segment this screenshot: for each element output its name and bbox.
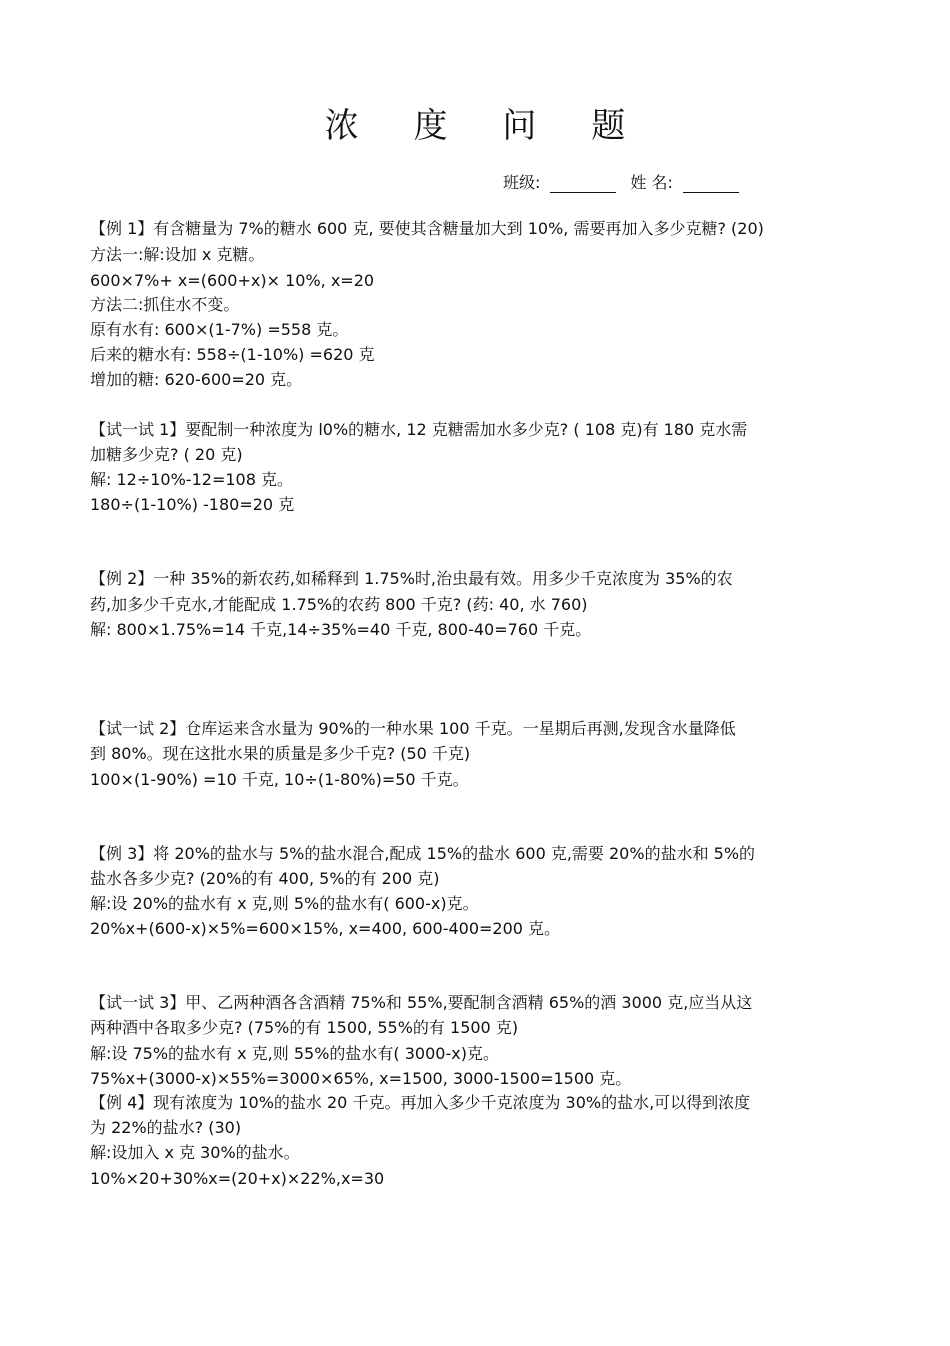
text-line: 20%x+(600-x)×5%=600×15%, x=400, 600-400=200 克。	[90, 919, 561, 938]
text-line: 增加的糖: 620-600=20 克。	[90, 370, 303, 389]
text-line: 75%x+(3000-x)×55%=3000×65%, x=1500, 3000-1500=1500 克。	[90, 1069, 632, 1088]
text-line: 解:设 75%的盐水有 x 克,则 55%的盐水有( 3000-x)克。	[90, 1044, 499, 1063]
text-line: 【试一试 2】仓库运来含水量为 90%的一种水果 100 千克。一星期后再测,发现含水量降低	[90, 719, 736, 738]
student-info	[503, 170, 739, 193]
text-line: 方法二:抓住水不变。	[90, 295, 240, 314]
name-blank	[683, 174, 739, 193]
text-line: 加糖多少克? ( 20 克)	[90, 445, 243, 464]
name-label: 姓 名:	[630, 173, 673, 192]
text-line: 解: 800×1.75%=14 千克,14÷35%=40 千克, 800-40=760 千克。	[90, 620, 592, 639]
text-line: 【例 3】将 20%的盐水与 5%的盐水混合,配成 15%的盐水 600 克,需要 20%的盐水和 5%的	[90, 844, 756, 863]
text-line: 后来的糖水有: 558÷(1-10%) =620 克	[90, 345, 375, 364]
text-line: 【试一试 1】要配制一种浓度为 l0%的糖水, 12 克糖需加水多少克? ( 108 克)有 180 克水需	[90, 420, 748, 439]
text-line: 解:设 20%的盐水有 x 克,则 5%的盐水有( 600-x)克。	[90, 894, 479, 913]
text-line: 100×(1-90%) =10 千克, 10÷(1-80%)=50 千克。	[90, 770, 469, 789]
text-line: 盐水各多少克? (20%的有 400, 5%的有 200 克)	[90, 869, 440, 888]
class-blank	[550, 174, 616, 193]
text-line: 两种酒中各取多少克? (75%的有 1500, 55%的有 1500 克)	[90, 1018, 519, 1037]
text-line: 药,加多少千克水,才能配成 1.75%的农药 800 千克? (药: 40, 水 760)	[90, 595, 588, 614]
text-line: 方法一:解:设加 x 克糖。	[90, 245, 265, 264]
page-title: 浓 度 问 题	[324, 106, 648, 146]
text-line: 600×7%+ x=(600+x)× 10%, x=20	[90, 271, 375, 290]
text-line: 为 22%的盐水? (30)	[90, 1118, 242, 1137]
text-line: 【试一试 3】甲、乙两种酒各含酒精 75%和 55%,要配制含酒精 65%的酒 3000 克,应当从这	[90, 993, 753, 1012]
text-line: 【例 4】现有浓度为 10%的盐水 20 千克。再加入多少千克浓度为 30%的盐水,可以得到浓度	[90, 1093, 751, 1112]
text-line: 【例 2】一种 35%的新农药,如稀释到 1.75%时,治虫最有效。用多少千克浓度为 35%的农	[90, 569, 733, 588]
text-line: 【例 1】有含糖量为 7%的糖水 600 克, 要使其含糖量加大到 10%, 需要再加入多少克糖? (20)	[90, 219, 764, 238]
text-line: 180÷(1-10%) -180=20 克	[90, 495, 295, 514]
text-line: 原有水有: 600×(1-7%) =558 克。	[90, 320, 349, 339]
text-line: 10%×20+30%x=(20+x)×22%,x=30	[90, 1169, 385, 1188]
text-line: 解:设加入 x 克 30%的盐水。	[90, 1143, 300, 1162]
text-line: 解: 12÷10%-12=108 克。	[90, 470, 293, 489]
class-label: 班级:	[503, 173, 541, 192]
text-line: 到 80%。现在这批水果的质量是多少千克? (50 千克)	[90, 744, 471, 763]
